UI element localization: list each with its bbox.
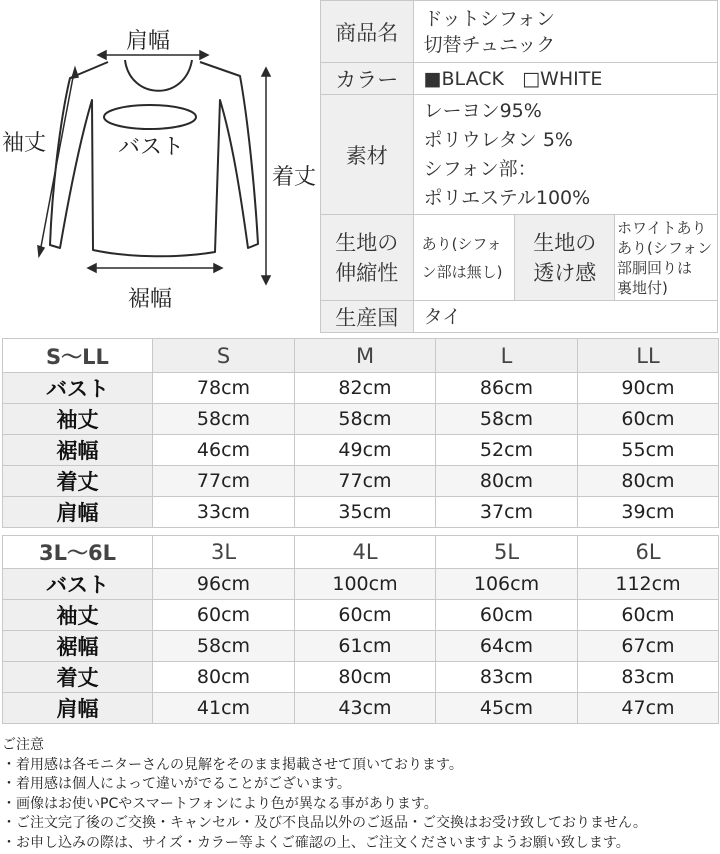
size-cell: 86cm (436, 373, 578, 404)
size-heading: LL (578, 339, 719, 373)
size-cell: 45cm (436, 693, 578, 724)
size-row-sleeve (3, 600, 719, 631)
size-row-bust (3, 569, 719, 600)
size-cell: 58cm (436, 404, 578, 435)
size-cell: 67cm (578, 631, 719, 662)
sheer-value-line: あり(シフォン (617, 238, 713, 257)
sheer-value-line: 裏地付) (617, 278, 668, 297)
note-line: ・画像はお使いPCやスマートフォンにより色が異なる事があります。 (2, 795, 438, 812)
size-cell: 61cm (295, 631, 436, 662)
product-info-table (320, 0, 718, 333)
size-cell: 35cm (295, 497, 436, 528)
info-row-material (321, 95, 718, 215)
size-cell: 82cm (295, 373, 436, 404)
size-cell: 47cm (578, 693, 719, 724)
row-label: 裾幅 (3, 435, 153, 466)
size-heading: M (295, 339, 436, 373)
row-label: 着丈 (3, 466, 153, 497)
size-row-bust (3, 373, 719, 404)
size-cell: 60cm (578, 404, 719, 435)
note-line: ・ご注文完了後のご交換・キャンセル・及び不良品以外のご返品・ご交換はお受け致しておりません。 (2, 815, 647, 831)
size-table-s-ll (2, 338, 719, 528)
size-cell: 37cm (436, 497, 578, 528)
size-cell: 80cm (153, 662, 295, 693)
row-label: 着丈 (3, 662, 153, 693)
sleeve-label: 袖丈 (2, 131, 47, 156)
info-row-fabric (321, 215, 718, 301)
info-row-color (321, 63, 718, 95)
size-cell: 60cm (153, 600, 295, 631)
size-cell: 41cm (153, 693, 295, 724)
notes-heading: ご注意 (2, 737, 44, 753)
size-range-label: S～LL (3, 339, 153, 373)
size-cell: 77cm (153, 466, 295, 497)
size-heading: 5L (436, 536, 578, 569)
size-cell: 80cm (436, 466, 578, 497)
row-label: 肩幅 (3, 693, 153, 724)
stretch-value-line: ン部は無し) (421, 262, 503, 281)
size-header-row (3, 536, 719, 569)
row-label: 袖丈 (3, 600, 153, 631)
size-cell: 64cm (436, 631, 578, 662)
product-name-line-2: 切替チュニック (423, 33, 556, 56)
color-label: カラー (321, 63, 414, 95)
sheer-label-line: 生地の (533, 230, 597, 255)
size-heading: 3L (153, 536, 295, 569)
note-line: ・着用感は個人によって違いがでることがございます。 (2, 776, 351, 792)
size-cell: 96cm (153, 569, 295, 600)
size-heading: S (153, 339, 295, 373)
size-cell: 55cm (578, 435, 719, 466)
size-cell: 83cm (436, 662, 578, 693)
measurement-diagram (0, 0, 322, 332)
sheer-value-line: ホワイトあり (617, 218, 707, 237)
size-range-label: 3L～6L (3, 536, 153, 569)
material-label: 素材 (321, 95, 414, 215)
stretch-label-line: 生地の (335, 230, 399, 255)
sheer-value (615, 215, 718, 301)
stretch-value (413, 215, 515, 301)
info-row-product (321, 1, 718, 63)
stretch-value-line: あり(シフォ (421, 234, 502, 253)
row-label: バスト (3, 373, 153, 404)
size-row-length (3, 662, 719, 693)
size-cell: 39cm (578, 497, 719, 528)
notes-section (2, 736, 718, 853)
size-row-shoulder (3, 497, 719, 528)
hem-label: 裾幅 (128, 287, 173, 312)
size-cell: 58cm (295, 404, 436, 435)
material-line: シフォン部： (423, 157, 537, 180)
size-row-hem (3, 631, 719, 662)
size-cell: 60cm (578, 600, 719, 631)
size-cell: 60cm (436, 600, 578, 631)
size-cell: 78cm (153, 373, 295, 404)
stretch-label-line: 伸縮性 (335, 260, 399, 285)
product-name-label: 商品名 (321, 1, 414, 63)
product-name-line-1: ドットシフォン (423, 7, 555, 30)
size-cell: 52cm (436, 435, 578, 466)
size-cell: 106cm (436, 569, 578, 600)
size-cell: 90cm (578, 373, 719, 404)
size-cell: 46cm (153, 435, 295, 466)
material-value (413, 95, 717, 215)
note-line: ・お申し込みの際は、サイズ・カラー等よくご確認の上、ご注文くださいますようお願い致します。 (2, 834, 630, 851)
size-cell: 77cm (295, 466, 436, 497)
material-line: ポリエステル100% (423, 186, 591, 209)
color-white: □WHITE (522, 67, 603, 90)
shoulder-label: 肩幅 (126, 29, 171, 54)
size-row-length (3, 466, 719, 497)
product-name-value (413, 1, 717, 63)
size-cell: 33cm (153, 497, 295, 528)
size-cell: 60cm (295, 600, 436, 631)
row-label: 袖丈 (3, 404, 153, 435)
sheer-value-line: 部胴回りは (617, 258, 693, 277)
sheer-label (515, 215, 615, 301)
size-header-row (3, 339, 719, 373)
size-table-3l-6l (2, 535, 719, 724)
size-cell: 58cm (153, 631, 295, 662)
sheer-label-line: 透け感 (533, 260, 597, 285)
origin-label: 生産国 (321, 301, 414, 333)
size-heading: 4L (295, 536, 436, 569)
color-value (413, 63, 717, 95)
size-cell: 80cm (295, 662, 436, 693)
size-heading: 6L (578, 536, 719, 569)
size-row-hem (3, 435, 719, 466)
size-cell: 80cm (578, 466, 719, 497)
material-line: ポリウレタン 5% (423, 128, 573, 151)
material-line: レーヨン95% (423, 99, 542, 122)
size-heading: L (436, 339, 578, 373)
row-label: 裾幅 (3, 631, 153, 662)
size-cell: 112cm (578, 569, 719, 600)
size-cell: 58cm (153, 404, 295, 435)
row-label: 肩幅 (3, 497, 153, 528)
info-row-origin (321, 301, 718, 333)
size-cell: 43cm (295, 693, 436, 724)
size-cell: 83cm (578, 662, 719, 693)
size-cell: 100cm (295, 569, 436, 600)
bust-label: バスト (118, 135, 185, 160)
color-black: ■BLACK (423, 67, 504, 90)
origin-value: タイ (413, 301, 717, 333)
length-label: 着丈 (272, 165, 317, 190)
stretch-label (321, 215, 414, 301)
row-label: バスト (3, 569, 153, 600)
note-line: ・着用感は各モニターさんの見解をそのまま掲載させて頂いております。 (2, 756, 463, 773)
size-cell: 49cm (295, 435, 436, 466)
size-row-shoulder (3, 693, 719, 724)
size-row-sleeve (3, 404, 719, 435)
